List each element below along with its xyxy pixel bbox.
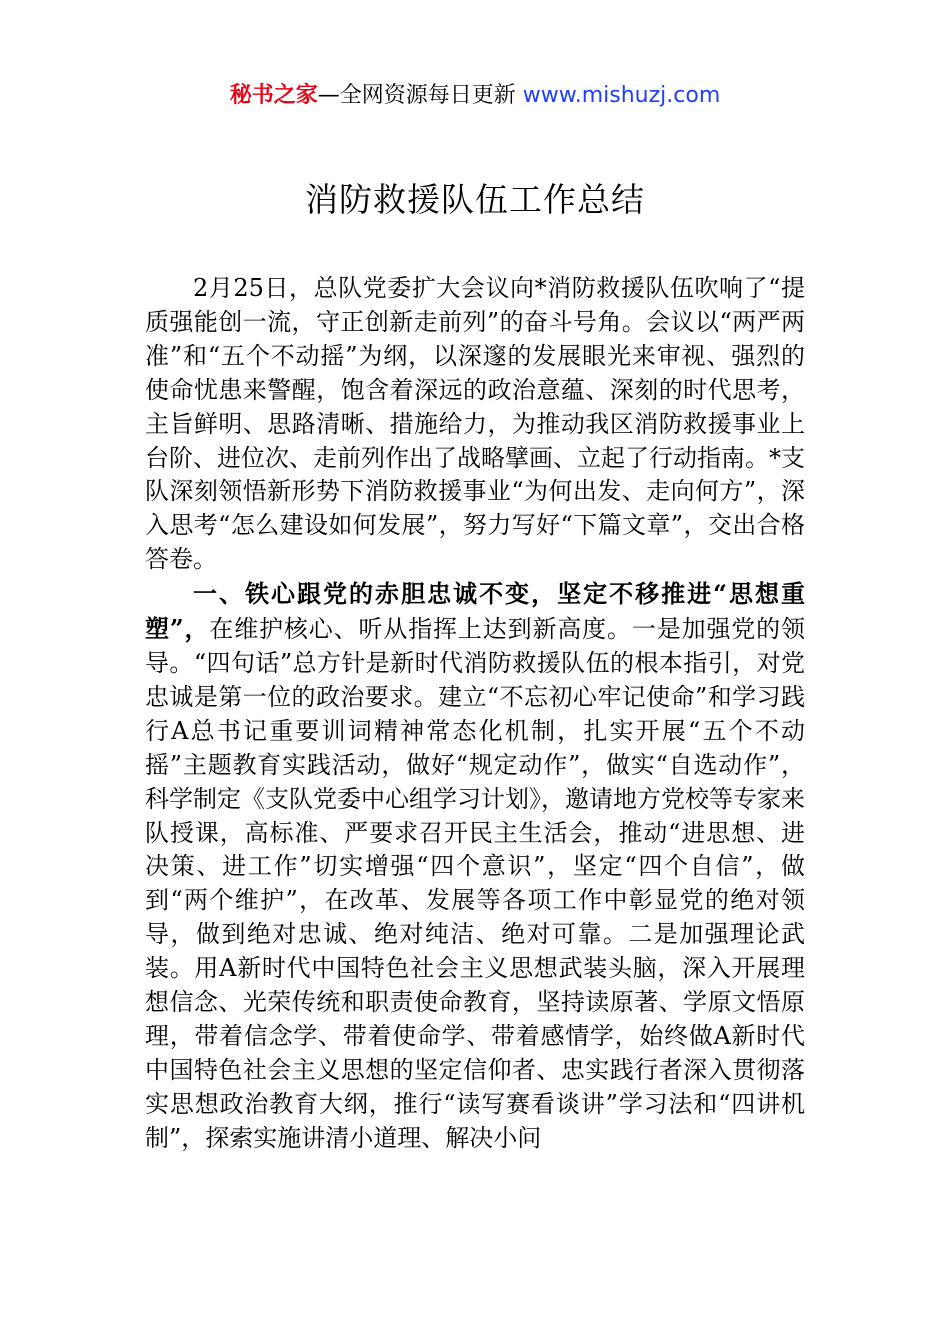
section-one-heading: 一、铁心跟党的赤胆忠诚不变，坚定不移推进“思想重塑”， <box>145 579 805 644</box>
website-link[interactable]: www.mishuzj.com <box>522 83 721 108</box>
paragraph-section-one <box>145 577 805 1155</box>
document-title: 消防救援队伍工作总结 <box>305 180 645 219</box>
document-body <box>145 272 805 1156</box>
paragraph-intro: 2月25日，总队党委扩大会议向*消防救援队伍吹响了“提质强能创一流，守正创新走前列”的奋斗号角。会议以“两严两准”和“五个不动摇”为纲，以深邃的发展眼光来审视、强烈的使命忧患来警醒，饱含着深远的政治意蕴、深刻的时代思考，主旨鲜明、思路清晰、措施给力，为推动我区消防救援事业上台阶、进位次、走前列作出了战略擘画、立起了行动指南。*支队深刻领悟新形势下消防救援事业“为何出发、走向何方”，深入思考“怎么建设如何发展”，努力写好“下篇文章”，交出合格答卷。 <box>145 274 805 574</box>
section-one-body: 在维护核心、听从指挥上达到新高度。一是加强党的领导。“四句话”总方针是新时代消防救援队伍的根本指引，对党忠诚是第一位的政治要求。建立“不忘初心牢记使命”和学习践行A总书记重要训词精神常态化机制，扎实开展“五个不动摇”主题教育实践活动，做好“规定动作”，做实“自选动作”，科学制定《支队党委中心组学习计划》，邀请地方党校等专家来队授课，高标准、严要求召开民主生活会，推动“进思想、进决策、进工作”切实增强“四个意识”，坚定“四个自信”，做到“两个维护”，在改革、发展等各项工作中彰显党的绝对领导，做到绝对忠诚、绝对纯洁、绝对可靠。二是加强理论武装。用A新时代中国特色社会主义思想武装头脑，深入开展理想信念、光荣传统和职责使命教育，坚持读原著、学原文悟原理，带着信念学、带着使命学、带着感情学，始终做A新时代中国特色社会主义思想的坚定信仰者、忠实践行者深入贯彻落实思想政治教育大纲，推行“读写赛看谈讲”学习法和“四讲机制”，探索实施讲清小道理、解决小问 <box>145 615 806 1152</box>
brand-name: 秘书之家 <box>229 83 318 108</box>
header-tagline: —全网资源每日更新 <box>317 83 516 108</box>
site-header <box>0 80 950 112</box>
